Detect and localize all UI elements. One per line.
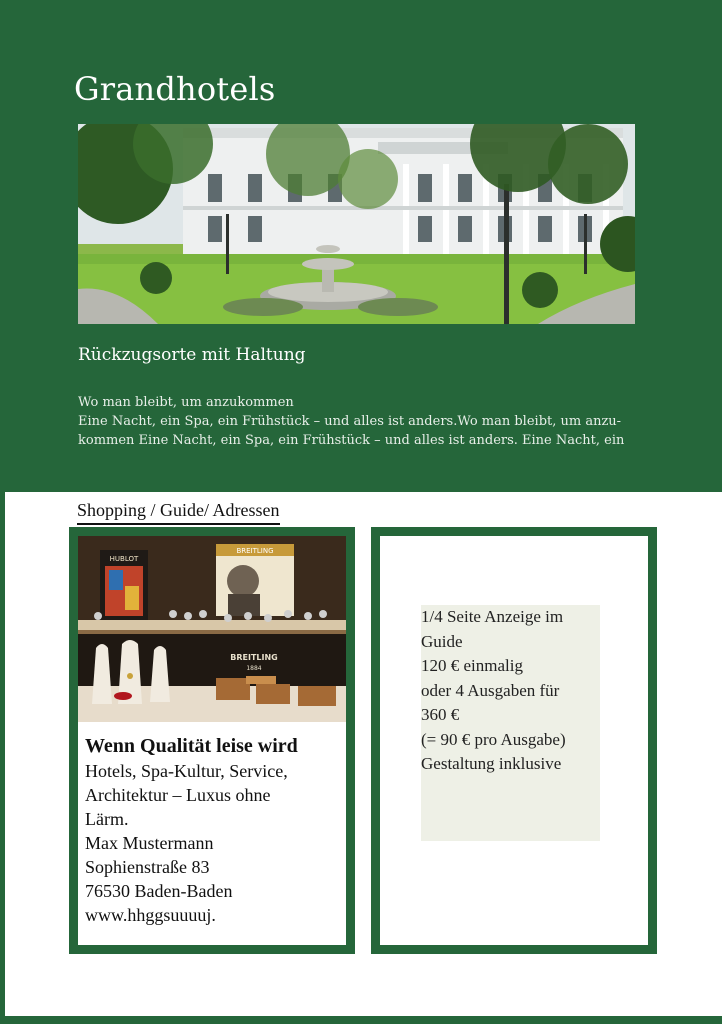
ad-placeholder-card	[371, 527, 657, 954]
header-band	[0, 0, 722, 492]
intro-line: kommen Eine Nacht, ein Spa, ein Frühstück – und alles ist anders. Eine Nacht, ein	[78, 433, 625, 448]
intro-line: Eine Nacht, ein Spa, ein Frühstück – und alles ist anders.Wo man bleibt, um anzu-	[78, 414, 622, 429]
breitling-sign-upper: BREITLING	[236, 547, 274, 555]
ad-line: 1/4 Seite Anzeige im	[421, 607, 564, 626]
intro-line: Wo man bleibt, um anzukommen	[78, 395, 294, 410]
listing-line: Architektur – Luxus ohne	[85, 785, 271, 805]
boutique-window-image	[78, 536, 346, 722]
postal-city: 76530 Baden-Baden	[85, 881, 233, 901]
shop-listing-card	[69, 527, 355, 954]
hotel-garden-image	[78, 124, 635, 324]
listing-line: Hotels, Spa-Kultur, Service,	[85, 761, 288, 781]
ad-offer-box	[421, 605, 600, 841]
ad-line: (= 90 € pro Ausgabe)	[421, 729, 566, 749]
listing-text	[85, 733, 345, 927]
section-heading: Shopping / Guide/ Adressen	[77, 500, 280, 525]
page-border-bottom	[0, 1016, 722, 1024]
ad-line: oder 4 Ausgaben für	[421, 680, 560, 700]
street-address: Sophienstraße 83	[85, 857, 210, 877]
ad-line: Guide	[421, 631, 463, 651]
listing-line: Lärm.	[85, 809, 129, 829]
hublot-sign: HUBLOT	[109, 555, 139, 563]
ad-line: 360 €	[421, 705, 460, 724]
ad-line: Gestaltung inklusive	[421, 754, 562, 773]
listing-headline: Wenn Qualität leise wird	[85, 735, 298, 757]
intro-text	[78, 393, 658, 450]
contact-name: Max Mustermann	[85, 833, 214, 853]
website-link[interactable]: www.hhggsuuuuj.	[85, 905, 216, 925]
page-title: Grandhotels	[74, 70, 276, 108]
section-subtitle: Rückzugsorte mit Haltung	[78, 345, 306, 365]
ad-line: 120 € einmalig	[421, 656, 523, 675]
breitling-year-sign: 1884	[246, 665, 262, 672]
breitling-sign-lower: BREITLING	[230, 653, 278, 662]
page-border-left	[0, 492, 5, 1024]
